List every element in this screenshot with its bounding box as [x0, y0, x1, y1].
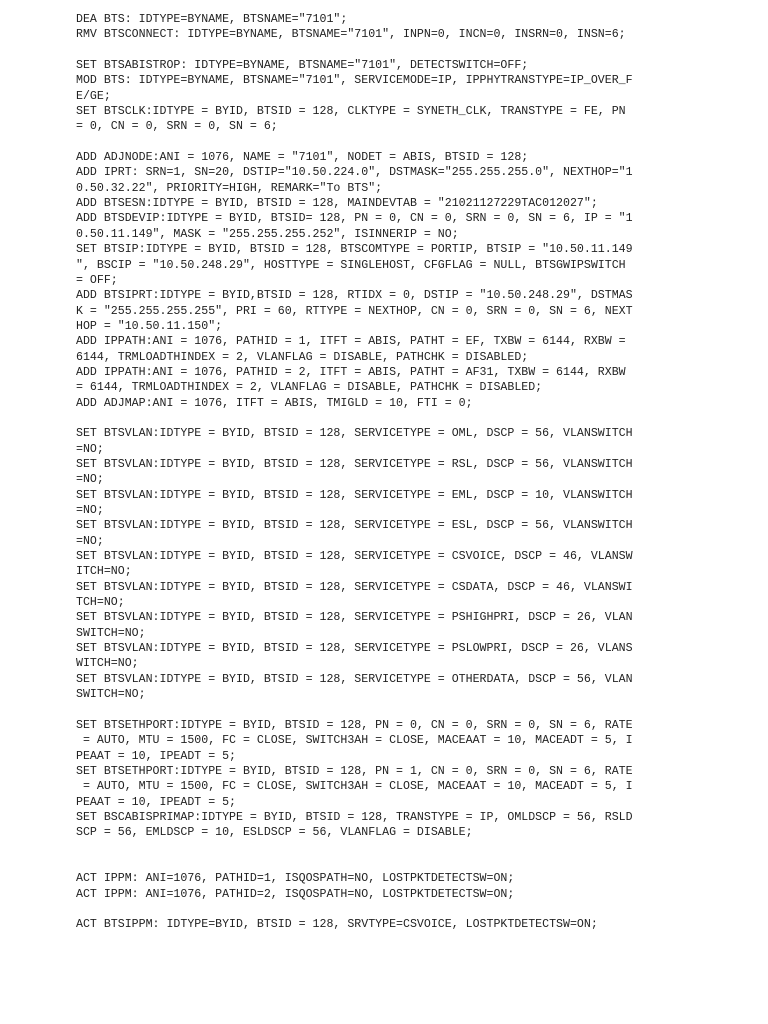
command-line: = 6144, TRMLOADTHINDEX = 2, VLANFLAG = DISABLE, PATHCHK = DISABLED;: [76, 381, 543, 395]
document-page: [76, 12, 676, 933]
command-line: ADD IPPATH:ANI = 1076, PATHID = 1, ITFT = ABIS, PATHT = EF, TXBW = 6144, RXBW =: [76, 335, 626, 349]
blank-line: [76, 702, 676, 717]
command-line: = AUTO, MTU = 1500, FC = CLOSE, SWITCH3AH = CLOSE, MACEAAT = 10, MACEADT = 5, I: [76, 734, 633, 748]
command-line: HOP = "10.50.11.150";: [76, 319, 223, 333]
command-line: ADD BTSIPRT:IDTYPE = BYID,BTSID = 128, RTIDX = 0, DSTIP = "10.50.248.29", DSTMAS: [76, 289, 633, 303]
command-line: SET BTSIP:IDTYPE = BYID, BTSID = 128, BTSCOMTYPE = PORTIP, BTSIP = "10.50.11.149: [76, 243, 633, 257]
blank-line: [76, 856, 676, 871]
command-line: ADD BTSDEVIP:IDTYPE = BYID, BTSID= 128, PN = 0, CN = 0, SRN = 0, SN = 6, IP = "1: [76, 212, 633, 226]
command-line: SET BTSVLAN:IDTYPE = BYID, BTSID = 128, SERVICETYPE = EML, DSCP = 10, VLANSWITCH: [76, 488, 633, 502]
command-line: = AUTO, MTU = 1500, FC = CLOSE, SWITCH3AH = CLOSE, MACEAAT = 10, MACEADT = 5, I: [76, 780, 633, 794]
command-line: K = "255.255.255.255", PRI = 60, RTTYPE = NEXTHOP, CN = 0, SRN = 0, SN = 6, NEXT: [76, 304, 633, 318]
command-line: SET BTSETHPORT:IDTYPE = BYID, BTSID = 128, PN = 1, CN = 0, SRN = 0, SN = 6, RATE: [76, 764, 633, 778]
command-line: ADD BTSESN:IDTYPE = BYID, BTSID = 128, MAINDEVTAB = "21021127229TAC012027";: [76, 197, 598, 211]
command-line: =NO;: [76, 473, 104, 487]
blank-line: [76, 43, 676, 58]
command-line: ADD IPPATH:ANI = 1076, PATHID = 2, ITFT = ABIS, PATHT = AF31, TXBW = 6144, RXBW: [76, 365, 626, 379]
command-line: SCP = 56, EMLDSCP = 10, ESLDSCP = 56, VLANFLAG = DISABLE;: [76, 826, 473, 840]
command-line: PEAAT = 10, IPEADT = 5;: [76, 749, 237, 763]
blank-line: [76, 411, 676, 426]
command-line: SET BTSCLK:IDTYPE = BYID, BTSID = 128, CLKTYPE = SYNETH_CLK, TRANSTYPE = FE, PN: [76, 105, 626, 119]
command-line: SET BTSVLAN:IDTYPE = BYID, BTSID = 128, SERVICETYPE = RSL, DSCP = 56, VLANSWITCH: [76, 457, 633, 471]
command-line: MOD BTS: IDTYPE=BYNAME, BTSNAME="7101", SERVICEMODE=IP, IPPHYTRANSTYPE=IP_OVER_F: [76, 74, 633, 88]
command-line: = 0, CN = 0, SRN = 0, SN = 6;: [76, 120, 278, 134]
command-line: SWITCH=NO;: [76, 626, 146, 640]
blank-line: [76, 902, 676, 917]
command-line: SET BTSVLAN:IDTYPE = BYID, BTSID = 128, SERVICETYPE = PSLOWPRI, DSCP = 26, VLANS: [76, 642, 633, 656]
command-line: ITCH=NO;: [76, 565, 132, 579]
command-line: 0.50.11.149", MASK = "255.255.255.252", ISINNERIP = NO;: [76, 227, 459, 241]
command-line: SET BTSETHPORT:IDTYPE = BYID, BTSID = 128, PN = 0, CN = 0, SRN = 0, SN = 6, RATE: [76, 718, 633, 732]
command-line: 6144, TRMLOADTHINDEX = 2, VLANFLAG = DISABLE, PATHCHK = DISABLED;: [76, 350, 529, 364]
command-line: SET BSCABISPRIMAP:IDTYPE = BYID, BTSID = 128, TRANSTYPE = IP, OMLDSCP = 56, RSLD: [76, 810, 633, 824]
command-line: SET BTSVLAN:IDTYPE = BYID, BTSID = 128, SERVICETYPE = PSHIGHPRI, DSCP = 26, VLAN: [76, 611, 633, 625]
command-line: DEA BTS: IDTYPE=BYNAME, BTSNAME="7101";: [76, 13, 348, 26]
command-line: WITCH=NO;: [76, 657, 139, 671]
command-line: ADD ADJNODE:ANI = 1076, NAME = "7101", NODET = ABIS, BTSID = 128;: [76, 151, 529, 165]
blank-line: [76, 841, 676, 856]
command-line: SET BTSVLAN:IDTYPE = BYID, BTSID = 128, SERVICETYPE = OTHERDATA, DSCP = 56, VLAN: [76, 672, 633, 686]
command-line: SET BTSVLAN:IDTYPE = BYID, BTSID = 128, SERVICETYPE = OML, DSCP = 56, VLANSWITCH: [76, 427, 633, 441]
command-line: ADD ADJMAP:ANI = 1076, ITFT = ABIS, TMIGLD = 10, FTI = 0;: [76, 396, 473, 410]
command-line: SET BTSVLAN:IDTYPE = BYID, BTSID = 128, SERVICETYPE = CSDATA, DSCP = 46, VLANSWI: [76, 580, 633, 594]
command-line: ", BSCIP = "10.50.248.29", HOSTTYPE = SINGLEHOST, CFGFLAG = NULL, BTSGWIPSWITCH: [76, 258, 626, 272]
command-line: TCH=NO;: [76, 596, 125, 610]
command-line: = OFF;: [76, 273, 118, 287]
command-line: 0.50.32.22", PRIORITY=HIGH, REMARK="To BTS";: [76, 181, 383, 195]
command-line: ACT IPPM: ANI=1076, PATHID=2, ISQOSPATH=NO, LOSTPKTDETECTSW=ON;: [76, 887, 515, 901]
command-line: PEAAT = 10, IPEADT = 5;: [76, 795, 237, 809]
command-line: ACT BTSIPPM: IDTYPE=BYID, BTSID = 128, SRVTYPE=CSVOICE, LOSTPKTDETECTSW=ON;: [76, 918, 598, 932]
command-line: ADD IPRT: SRN=1, SN=20, DSTIP="10.50.224.0", DSTMASK="255.255.255.0", NEXTHOP="1: [76, 166, 633, 180]
command-line: RMV BTSCONNECT: IDTYPE=BYNAME, BTSNAME="7101", INPN=0, INCN=0, INSRN=0, INSN=6;: [76, 28, 626, 42]
command-line: =NO;: [76, 442, 104, 456]
command-line: =NO;: [76, 534, 104, 548]
command-line: SET BTSABISTROP: IDTYPE=BYNAME, BTSNAME="7101", DETECTSWITCH=OFF;: [76, 59, 529, 73]
command-line: SWITCH=NO;: [76, 688, 146, 702]
command-line: =NO;: [76, 504, 104, 517]
command-line: SET BTSVLAN:IDTYPE = BYID, BTSID = 128, SERVICETYPE = CSVOICE, DSCP = 46, VLANSW: [76, 550, 633, 564]
command-line: ACT IPPM: ANI=1076, PATHID=1, ISQOSPATH=NO, LOSTPKTDETECTSW=ON;: [76, 872, 515, 886]
command-line: E/GE;: [76, 89, 111, 103]
command-line: SET BTSVLAN:IDTYPE = BYID, BTSID = 128, SERVICETYPE = ESL, DSCP = 56, VLANSWITCH: [76, 519, 633, 533]
blank-line: [76, 135, 676, 150]
